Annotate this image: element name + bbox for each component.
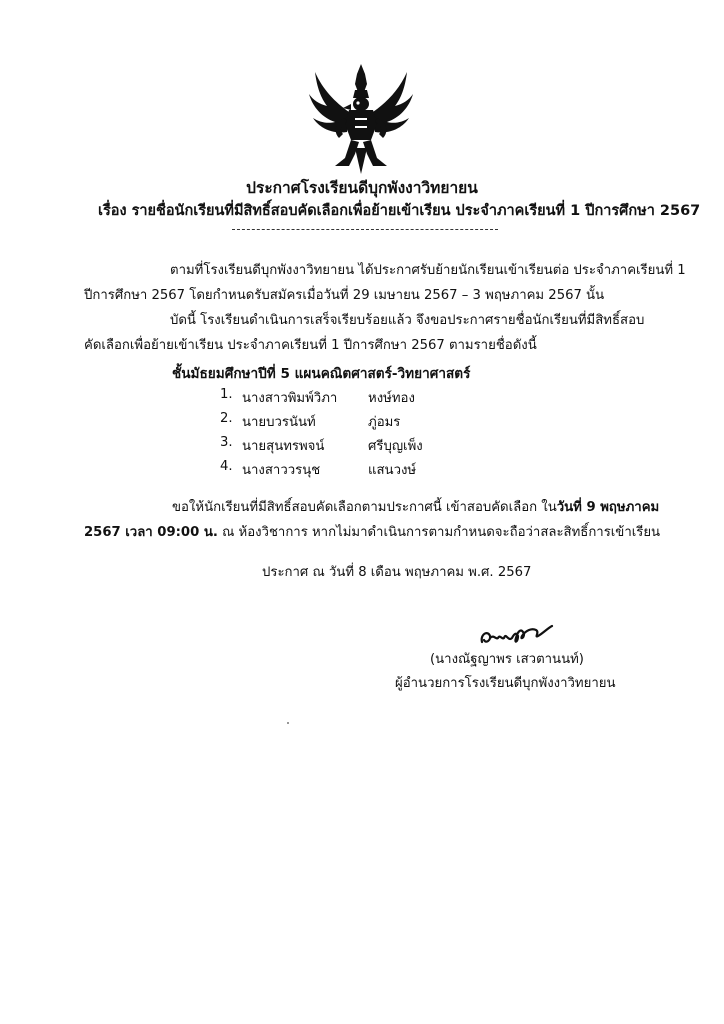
paragraph1-line2: ปีการศึกษา 2567 โดยกำหนดรับสมัครเมื่อวันที่ 29 เมษายน 2567 – 3 พฤษภาคม 2567 นั้น — [84, 288, 605, 303]
scan-speck — [287, 722, 289, 724]
student-name: นางสาววรนุช — [242, 463, 321, 478]
handwritten-signature-icon — [478, 620, 554, 650]
paragraph3-line1-text: ขอให้นักเรียนที่มีสิทธิ์สอบคัดเลือกตามประกาศนี้ เข้าสอบคัดเลือก ใน — [172, 500, 557, 515]
garuda-emblem-icon — [305, 62, 417, 177]
signer-name: (นางณัฐญาพร เสวตานนท์) — [430, 652, 584, 667]
paragraph3-line1 — [172, 496, 659, 517]
students-heading: ชั้นมัธยมศึกษาปีที่ 5 แผนคณิตศาสตร์-วิทยาศาสตร์ — [172, 366, 471, 382]
paragraph3-line2-text: ณ ห้องวิชาการ หากไม่มาดำเนินการตามกำหนดจะถือว่าสละสิทธิ์การเข้าเรียน — [217, 525, 661, 540]
student-no: 2. — [220, 411, 233, 426]
student-surname: ศรีบุญเพ็ง — [368, 439, 423, 454]
paragraph2-line2: คัดเลือกเพื่อย้ายเข้าเรียน ประจำภาคเรียนที่ 1 ปีการศึกษา 2567 ตามรายชื่อดังนี้ — [84, 338, 537, 353]
exam-time: 2567 เวลา 09:00 น. — [84, 525, 218, 540]
page-title: ประกาศโรงเรียนดีบุกพังงาวิทยายน — [246, 179, 478, 197]
student-no: 4. — [220, 459, 233, 474]
exam-date: วันที่ 9 พฤษภาคม — [556, 500, 660, 515]
paragraph3-line2 — [84, 521, 660, 542]
student-name: นายสุนทรพจน์ — [242, 439, 325, 454]
paragraph2-line1: บัดนี้ โรงเรียนดำเนินการเสร็จเรียบร้อยแล้ว จึงขอประกาศรายชื่อนักเรียนที่มีสิทธิ์สอบ — [170, 313, 645, 328]
signer-position: ผู้อำนวยการโรงเรียนดีบุกพังงาวิทยายน — [395, 676, 616, 691]
student-surname: ภู่อมร — [368, 415, 401, 430]
paragraph1-line1: ตามที่โรงเรียนดีบุกพังงาวิทยายน ได้ประกาศรับย้ายนักเรียนเข้าเรียนต่อ ประจำภาคเรียนที่ 1 — [170, 263, 686, 278]
announce-date: ประกาศ ณ วันที่ 8 เดือน พฤษภาคม พ.ศ. 2567 — [262, 565, 532, 580]
student-surname: แสนวงษ์ — [368, 463, 417, 478]
student-name: นางสาวพิมพ์วิภา — [242, 391, 338, 406]
student-no: 3. — [220, 435, 233, 450]
student-name: นายบวรนันท์ — [242, 415, 316, 430]
title-divider — [232, 229, 498, 230]
student-surname: หงษ์ทอง — [368, 391, 415, 406]
student-no: 1. — [220, 387, 233, 402]
document-subject: เรื่อง รายชื่อนักเรียนที่มีสิทธิ์สอบคัดเลือกเพื่อย้ายเข้าเรียน ประจำภาคเรียนที่ 1 ปีการศึกษา 2567 — [98, 203, 701, 219]
